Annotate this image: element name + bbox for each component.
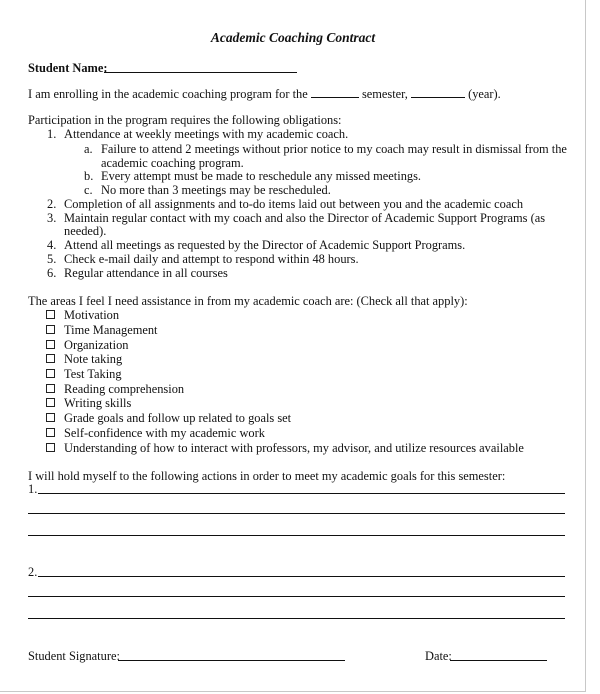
obligation-number: 4. bbox=[47, 238, 57, 252]
checkbox[interactable] bbox=[46, 340, 55, 349]
checklist-label: Writing skills bbox=[64, 396, 132, 410]
sub-obligation-text: Every attempt must be made to reschedule any missed meetings. bbox=[101, 169, 422, 183]
checkbox[interactable] bbox=[46, 354, 55, 363]
checklist-item[interactable] bbox=[46, 426, 55, 441]
sub-obligation-text: No more than 3 meetings may be rescheduled. bbox=[101, 183, 331, 197]
checklist-label: Test Taking bbox=[64, 367, 122, 381]
obligation-text: Check e-mail daily and attempt to respond within 48 hours. bbox=[64, 252, 359, 266]
enroll-middle: semester, bbox=[361, 87, 408, 101]
enroll-prefix: I am enrolling in the academic coaching program for the bbox=[28, 87, 308, 101]
checklist-label: Understanding of how to interact with professors, my advisor, and utilize resources available bbox=[64, 441, 524, 455]
checkbox[interactable] bbox=[46, 325, 55, 334]
obligation-text-cont: needed). bbox=[64, 224, 107, 238]
document-title: Academic Coaching Contract bbox=[210, 30, 376, 45]
enroll-suffix: (year). bbox=[468, 87, 501, 101]
checklist-item[interactable] bbox=[46, 396, 55, 411]
obligation-number: 5. bbox=[47, 252, 57, 266]
checklist-label: Grade goals and follow up related to goals set bbox=[64, 411, 292, 425]
obligation-text: Completion of all assignments and to-do items laid out between you and the academic coach bbox=[64, 197, 524, 211]
checklist-item[interactable] bbox=[46, 382, 55, 397]
sub-obligation-text-cont: academic coaching program. bbox=[101, 156, 244, 170]
checklist-item[interactable] bbox=[46, 441, 55, 456]
student-name-line[interactable] bbox=[104, 72, 297, 73]
sub-obligation-letter: b. bbox=[84, 169, 94, 183]
checklist-item[interactable] bbox=[46, 352, 55, 367]
participation-intro: Participation in the program requires the following obligations: bbox=[28, 113, 342, 127]
checklist-label: Note taking bbox=[64, 352, 123, 366]
student-name-label: Student Name: bbox=[28, 61, 108, 75]
checkbox[interactable] bbox=[46, 398, 55, 407]
actions-intro: I will hold myself to the following actions in order to meet my academic goals for this semester: bbox=[28, 469, 506, 483]
action-number: 2. bbox=[28, 565, 38, 579]
obligation-text: Attendance at weekly meetings with my academic coach. bbox=[64, 127, 349, 141]
obligation-number: 3. bbox=[47, 211, 57, 225]
obligation-number: 1. bbox=[47, 127, 57, 141]
date-label: Date: bbox=[425, 649, 452, 663]
areas-intro: The areas I feel I need assistance in from my academic coach are: (Check all that apply): bbox=[28, 294, 468, 308]
checkbox[interactable] bbox=[46, 369, 55, 378]
sub-obligation-letter: c. bbox=[84, 183, 93, 197]
sub-obligation-text: Failure to attend 2 meetings without prior notice to my coach may result in dismissal from the bbox=[101, 142, 567, 156]
checklist-label: Self-confidence with my academic work bbox=[64, 426, 265, 440]
obligation-number: 6. bbox=[47, 266, 57, 280]
obligation-text: Attend all meetings as requested by the Director of Academic Support Programs. bbox=[64, 238, 466, 252]
checkbox[interactable] bbox=[46, 310, 55, 319]
obligation-text: Maintain regular contact with my coach and also the Director of Academic Support Programs (as bbox=[64, 211, 546, 225]
action-2-line[interactable] bbox=[38, 576, 565, 577]
checklist-label: Reading comprehension bbox=[64, 382, 185, 396]
checklist-item[interactable] bbox=[46, 338, 55, 353]
action-1-line[interactable] bbox=[28, 513, 565, 514]
action-2-line[interactable] bbox=[28, 618, 565, 619]
signature-label: Student Signature: bbox=[28, 649, 120, 663]
action-number: 1. bbox=[28, 482, 38, 496]
action-1-line[interactable] bbox=[28, 535, 565, 536]
signature-line[interactable] bbox=[118, 660, 345, 661]
obligation-text: Regular attendance in all courses bbox=[64, 266, 228, 280]
semester-blank[interactable] bbox=[311, 86, 359, 98]
checklist-item[interactable] bbox=[46, 308, 55, 323]
checklist-label: Organization bbox=[64, 338, 129, 352]
checkbox[interactable] bbox=[46, 428, 55, 437]
checklist-item[interactable] bbox=[46, 411, 55, 426]
checklist-item[interactable] bbox=[46, 323, 55, 338]
year-blank[interactable] bbox=[411, 86, 465, 98]
obligation-number: 2. bbox=[47, 197, 57, 211]
checkbox[interactable] bbox=[46, 443, 55, 452]
checklist-item[interactable] bbox=[46, 367, 55, 382]
action-2-line[interactable] bbox=[28, 596, 565, 597]
checklist-label: Time Management bbox=[64, 323, 158, 337]
checklist-label: Motivation bbox=[64, 308, 120, 322]
sub-obligation-letter: a. bbox=[84, 142, 93, 156]
checkbox[interactable] bbox=[46, 413, 55, 422]
checkbox[interactable] bbox=[46, 384, 55, 393]
enroll-sentence bbox=[28, 86, 501, 102]
action-1-line[interactable] bbox=[38, 493, 565, 494]
date-line[interactable] bbox=[450, 660, 547, 661]
